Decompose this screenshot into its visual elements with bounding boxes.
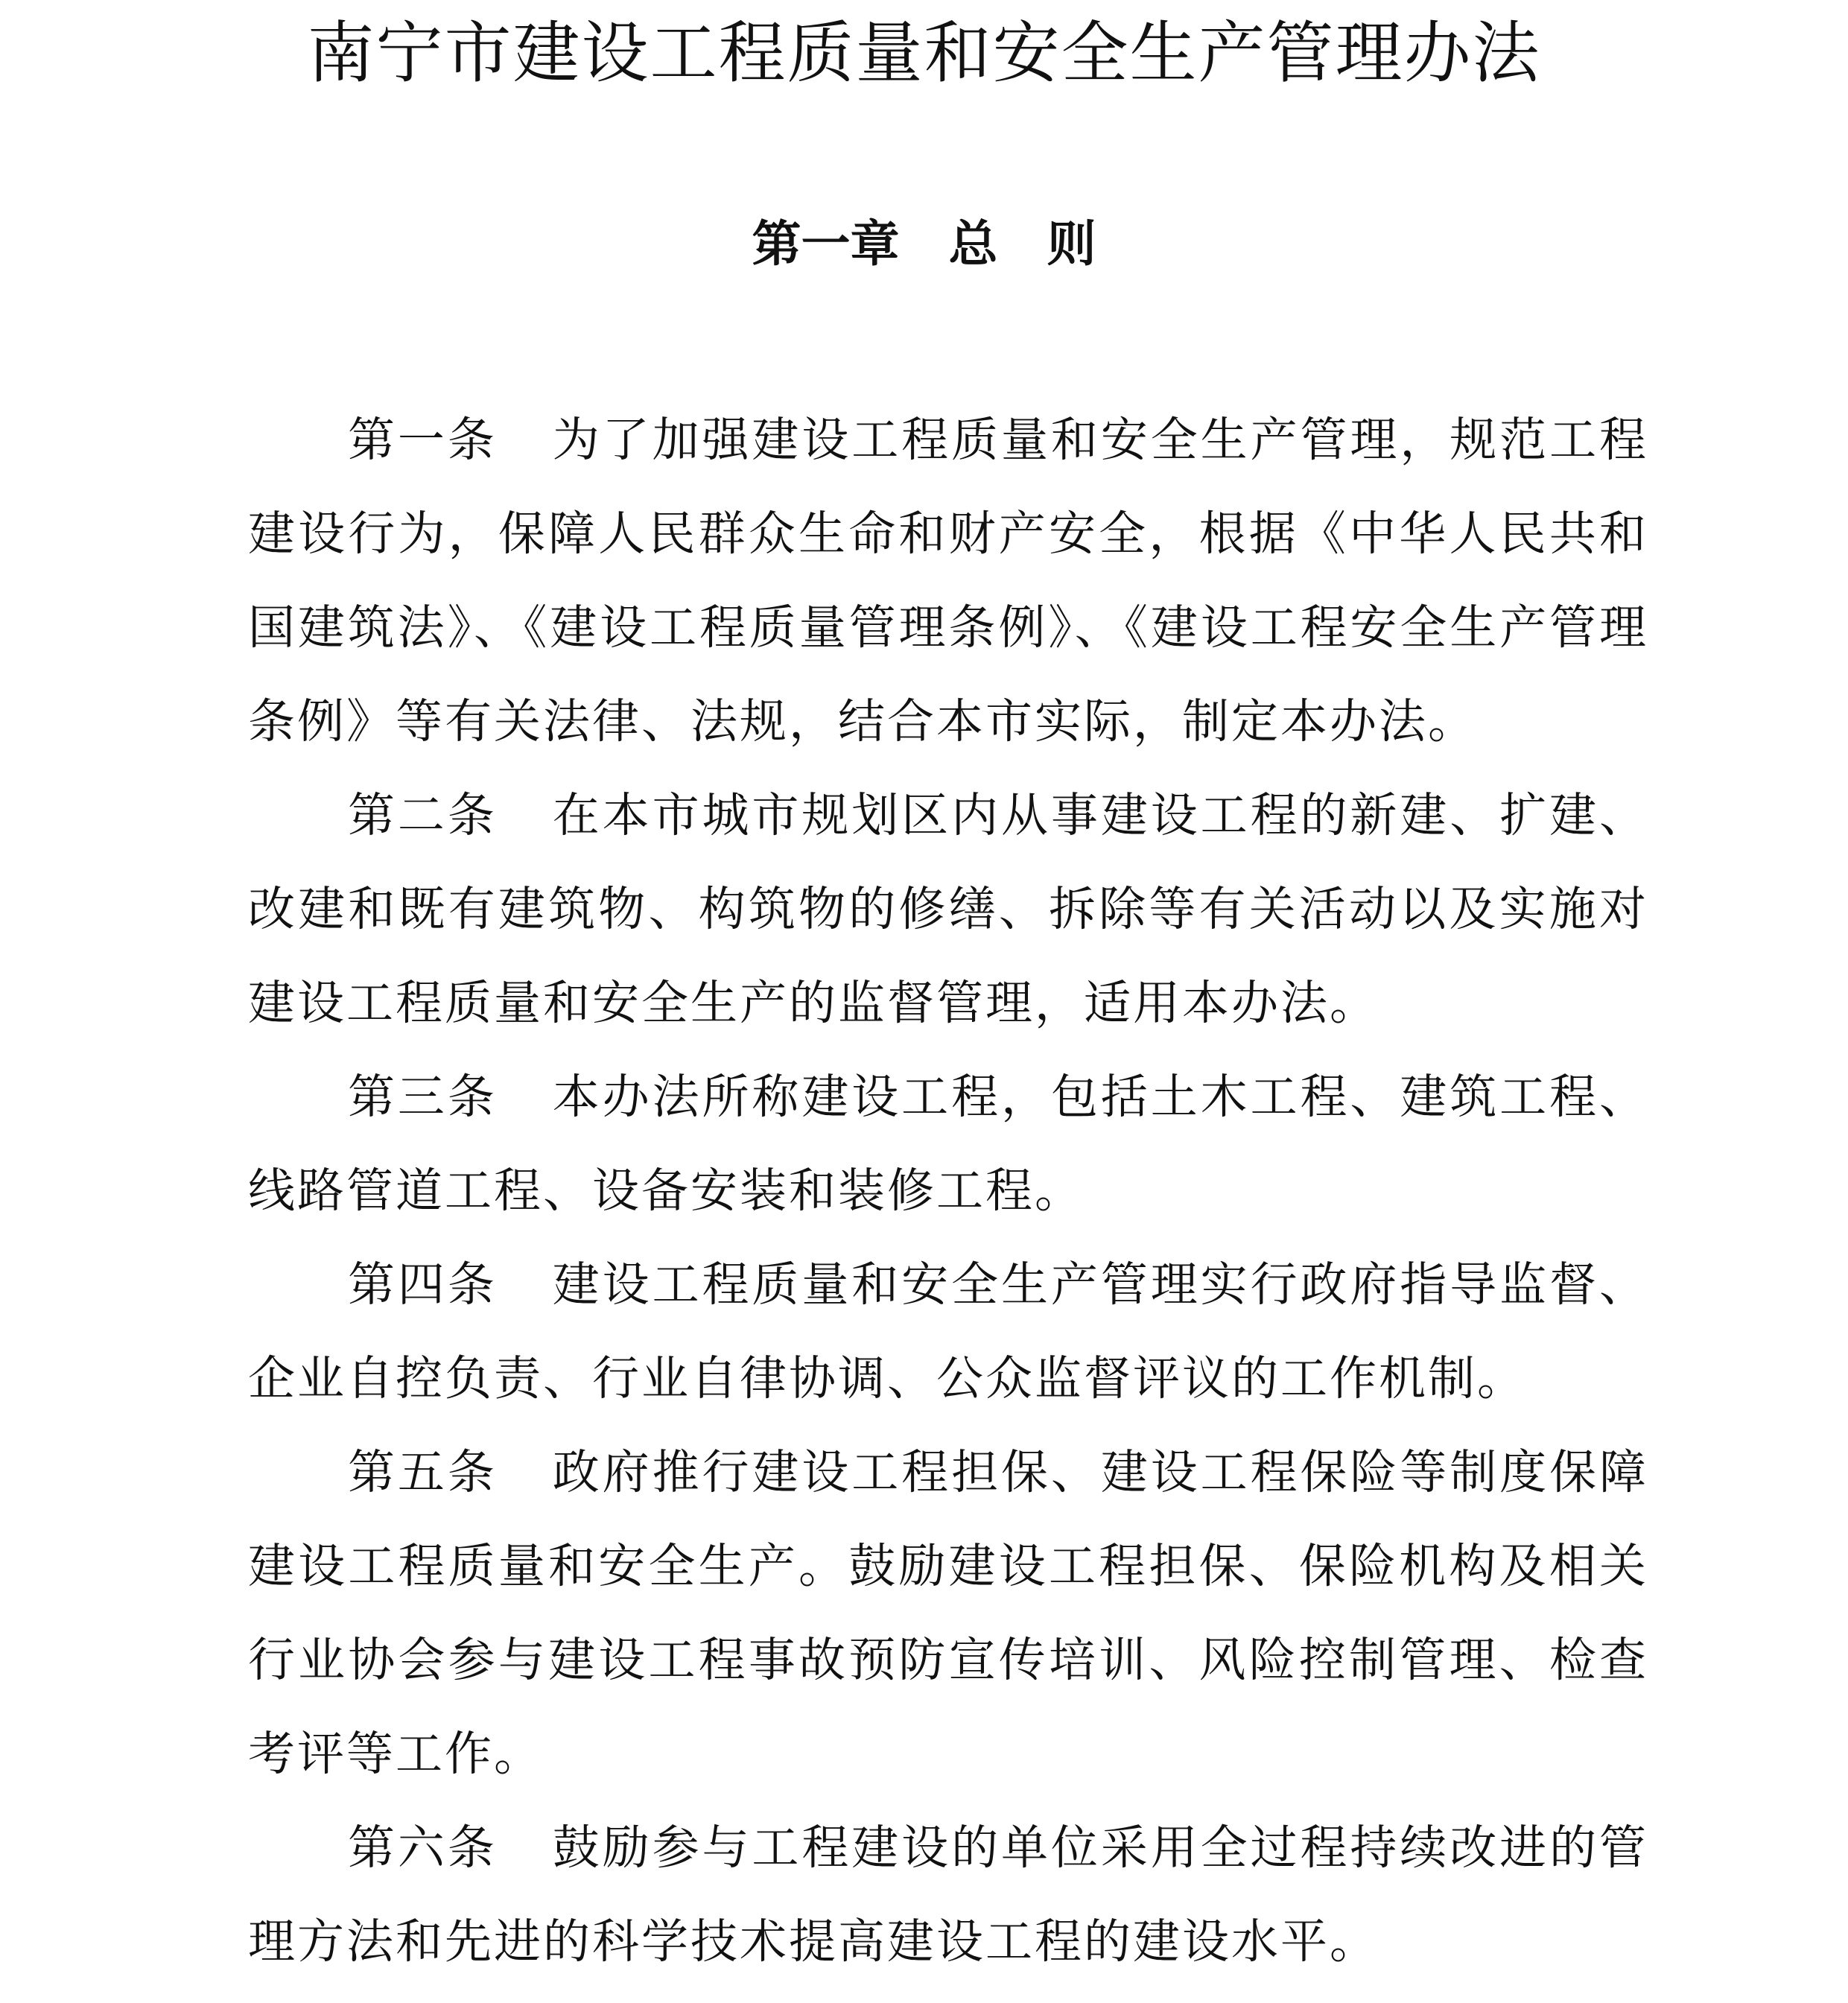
article-2: [248, 769, 1648, 1050]
article-number: 第二条: [348, 788, 498, 842]
article-text: 本办法所称建设工程，包括土木工程、建筑工程、线路管道工程、设备安装和装修工程。: [248, 1070, 1648, 1218]
article-text: 鼓励参与工程建设的单位采用全过程持续改进的管理方法和先进的科学技术提高建设工程的建设水平。: [248, 1821, 1648, 1969]
article-number: 第六条: [348, 1821, 498, 1875]
chapter-heading: 第一章 总 则: [752, 215, 1096, 273]
article-6: [248, 1801, 1648, 1989]
article-text: 建设工程质量和安全生产管理实行政府指导监督、企业自控负责、行业自律协调、公众监督评议的工作机制。: [248, 1257, 1648, 1406]
article-text: 政府推行建设工程担保、建设工程保险等制度保障建设工程质量和安全生产。鼓励建设工程担保、保险机构及相关行业协会参与建设工程事故预防宣传培训、风险控制管理、检查考评等工作。: [248, 1445, 1648, 1781]
article-number: 第一条: [348, 413, 498, 467]
article-4: [248, 1238, 1648, 1426]
article-number: 第三条: [348, 1070, 498, 1124]
article-number: 第四条: [348, 1257, 498, 1312]
article-text: 在本市城市规划区内从事建设工程的新建、扩建、改建和既有建筑物、构筑物的修缮、拆除等有关活动以及实施对建设工程质量和安全生产的监督管理，适用本办法。: [248, 788, 1648, 1030]
article-number: 第五条: [348, 1445, 498, 1499]
document-body: [248, 393, 1648, 1989]
article-3: [248, 1050, 1648, 1238]
article-1: [248, 393, 1648, 769]
article-text: 为了加强建设工程质量和安全生产管理，规范工程建设行为，保障人民群众生命和财产安全，根据《中华人民共和国建筑法》、《建设工程质量管理条例》、《建设工程安全生产管理条例》等有关法律、法规，结合本市实际，制定本办法。: [248, 413, 1648, 749]
document-title: 南宁市建设工程质量和安全生产管理办法: [307, 14, 1541, 92]
article-5: [248, 1426, 1648, 1801]
